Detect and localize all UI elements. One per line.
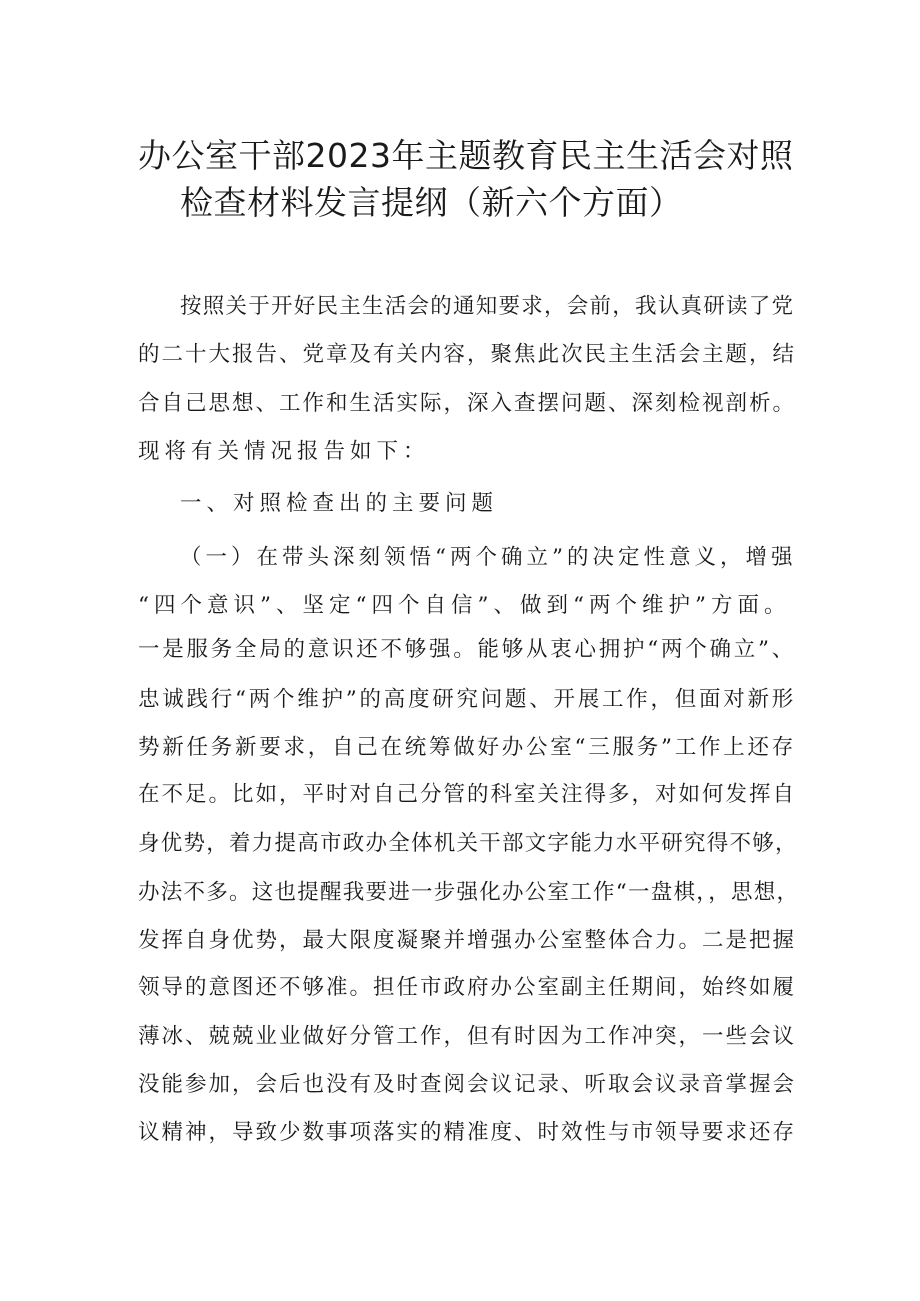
paragraph-line: 领导的意图还不够准。担任市政府办公室副主任期间，始终如履 [138, 975, 797, 1000]
paragraph-line: 的二十大报告、党章及有关内容，聚焦此次民主生活会主题，结 [138, 342, 797, 367]
paragraph-line: 现将有关情况报告如下： [138, 439, 430, 464]
document-title-line-2: 检查材料发言提纲（新六个方面） [180, 183, 683, 222]
paragraph-line: 议精神，导致少数事项落实的精准度、时效性与市领导要求还存 [138, 1120, 797, 1145]
paragraph-line: 一是服务全局的意识还不够强。能够从衷心拥护“两个确立”、 [138, 637, 796, 662]
paragraph-line: 势新任务新要求，自己在统筹做好办公室“三服务”工作上还存 [138, 735, 796, 760]
paragraph-line: 按照关于开好民主生活会的通知要求，会前，我认真研读了党 [180, 294, 795, 319]
paragraph-line: 合自己思想、工作和生活实际，深入查摆问题、深刻检视剖析。 [138, 391, 797, 416]
paragraph-line: 办法不多。这也提醒我要进一步强化办公室工作“一盘棋，，思想， [138, 880, 800, 905]
paragraph-line: 没能参加，会后也没有及时查阅会议记录、听取会议录音掌握会 [138, 1072, 797, 1097]
document-title-line-1: 办公室干部2023年主题教育民主生活会对照 [138, 136, 794, 175]
subsection-heading-line: （一）在带头深刻领悟“两个确立”的决定性意义，增强 [180, 545, 797, 570]
paragraph-line: 在不足。比如，平时对自己分管的科室关注得多，对如何发挥自 [138, 782, 797, 807]
paragraph-line: 忠诚践行“两个维护”的高度研究问题、开展工作，但面对新形 [138, 687, 796, 712]
paragraph-line: 薄冰、兢兢业业做好分管工作，但有时因为工作冲突，一些会议 [138, 1024, 797, 1049]
paragraph-line: 发挥自身优势，最大限度凝聚并增强办公室整体合力。二是把握 [138, 928, 797, 953]
paragraph-line: 身优势，着力提高市政办全体机关干部文字能力水平研究得不够， [138, 831, 798, 856]
section-heading: 一、对照检查出的主要问题 [180, 491, 499, 516]
subsection-heading-line: “四个意识”、坚定“四个自信”、做到“两个维护”方面。 [138, 593, 791, 618]
